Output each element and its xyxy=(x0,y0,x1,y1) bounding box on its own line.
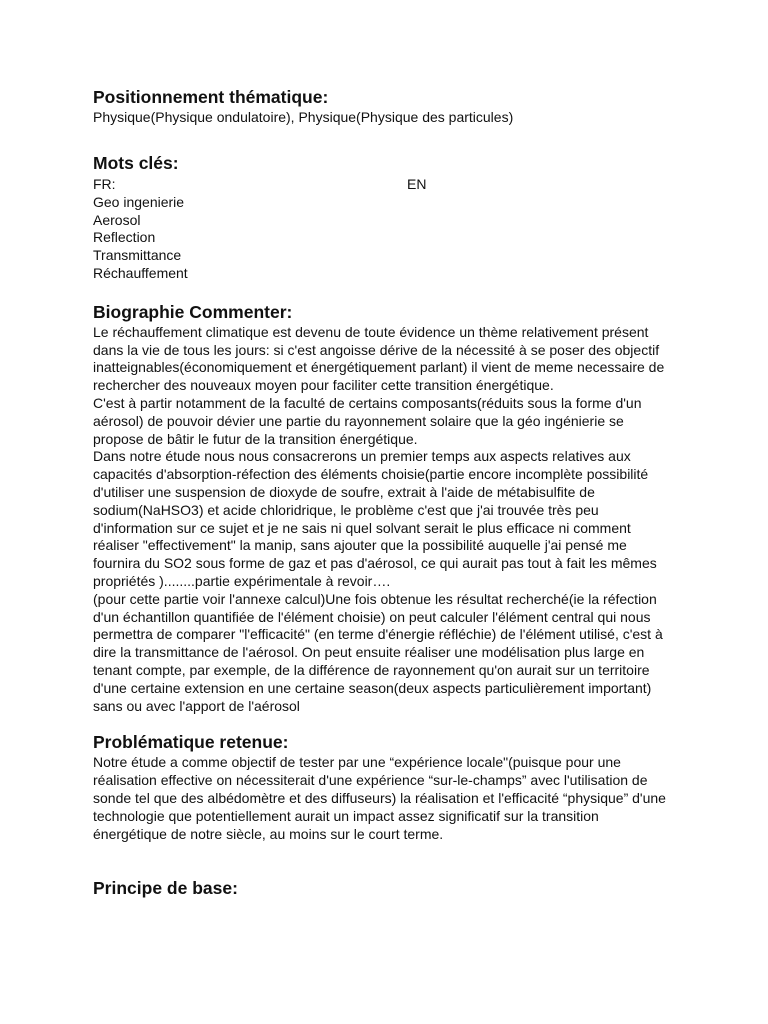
text-line: permettra de comparer "l'efficacité" (en terme d'énergie réfléchie) de l'élément utilisé, c'est à xyxy=(93,626,663,643)
text-line: capacités d'absorption-réfection des éléments choisie(partie encore incomplète possibilité xyxy=(93,466,649,483)
document-page xyxy=(93,86,683,899)
problematique-body xyxy=(93,754,683,843)
text-line: C'est à partir notamment de la faculté de certains composants(réduits sous la forme d'un xyxy=(93,394,642,411)
text-line: d'utiliser une suspension de dioxyde de soufre, extrait à l'aide de métabisulfite de xyxy=(93,483,595,500)
section-mots-cles xyxy=(93,152,683,283)
text-line: réaliser "effectivement" la manip, sans ajouter que la possibilité auquelle j'ai pensé me xyxy=(93,537,627,554)
text-line: aérosol) de pouvoir dévier une partie du rayonnement solaire que la géo ingénierie se xyxy=(93,412,624,429)
text-line: dire la transmittance de l'aérosol. On peut ensuite réaliser une modélisation plus large en xyxy=(93,644,645,661)
text-line: fournira du SO2 sous forme de gaz et pas d'aérosol, ce qui aurait pas tout à fait les mêmes xyxy=(93,555,657,572)
principe-heading: Principe de base: xyxy=(93,878,238,899)
text-line: (pour cette partie voir l'annexe calcul)Une fois obtenue les résultat recherché(ie la réfection xyxy=(93,590,657,607)
biographie-body xyxy=(93,324,683,716)
text-line: rechercher des nouveaux moyen pour faciliter cette transition énergétique. xyxy=(93,377,554,394)
text-line: propriétés )........partie expérimentale à revoir…. xyxy=(93,572,391,589)
en-label: EN xyxy=(407,175,427,192)
section-positionnement xyxy=(93,86,683,127)
text-line: d'un échantillon quantifiée de l'élément choisie) on peut calculer l'élément central qui nous xyxy=(93,608,651,625)
text-line: dans la vie de tous les jours: si c'est angoisse dérive de la nécessité à se poser des objectif xyxy=(93,341,660,358)
fr-label: FR: xyxy=(93,175,116,192)
text-line: Notre étude a comme objectif de tester par une “expérience locale"(puisque pour une xyxy=(93,754,621,771)
text-line: technologie que potentiellement aurait un impact assez significatif sur la transition xyxy=(93,807,599,824)
text-line: Dans notre étude nous nous consacrerons un premier temps aux aspects relatives aux xyxy=(93,448,631,465)
text-line: sodium(NaHSO3) et acide chloridrique, le problème c'est que j'ai trouvée très peu xyxy=(93,501,599,518)
positionnement-text: Physique(Physique ondulatoire), Physique(Physique des particules) xyxy=(93,109,514,125)
keyword-item: Reflection xyxy=(93,229,156,246)
keyword-item: Réchauffement xyxy=(93,264,188,281)
mots-cles-heading: Mots clés: xyxy=(93,152,179,173)
language-labels-row xyxy=(93,176,683,194)
text-line: sans ou avec l'apport de l'aérosol xyxy=(93,697,300,714)
keyword-item: Transmittance xyxy=(93,247,182,264)
text-line: inatteignables(économiquement et énergétiquement parlant) il vient de meme necessaire de xyxy=(93,359,665,376)
section-problematique xyxy=(93,731,683,843)
text-line: d'information sur ce sujet et je ne sais ni quel solvant serait le plus efficace ni comment xyxy=(93,519,631,536)
section-principe xyxy=(93,877,683,899)
section-biographie xyxy=(93,301,683,716)
text-line: énergétique de notre siècle, au moins sur le court terme. xyxy=(93,825,444,842)
text-line: tenant compte, par exemple, de la différence de rayonnement qu'on aurait sur un territoire xyxy=(93,661,650,678)
text-line: Le réchauffement climatique est devenu de toute évidence un thème relativement présent xyxy=(93,323,649,340)
problematique-heading: Problématique retenue: xyxy=(93,732,289,753)
positionnement-heading: Positionnement thématique: xyxy=(93,87,329,107)
keyword-item: Geo ingenierie xyxy=(93,193,185,210)
text-line: réalisation effective on nécessiterait d'une expérience “sur-le-champs” avec l'utilisation de xyxy=(93,772,648,789)
text-line: d'une certaine extension en une certaine season(deux aspects particulièrement important) xyxy=(93,679,652,696)
keyword-item: Aerosol xyxy=(93,211,141,228)
biographie-heading: Biographie Commenter: xyxy=(93,301,293,322)
text-line: propose de bâtir le futur de la transition énergétique. xyxy=(93,430,418,447)
text-line: sonde tel que des albédomètre et des diffuseurs) la réalisation et l'efficacité “physique” d'une xyxy=(93,789,666,806)
